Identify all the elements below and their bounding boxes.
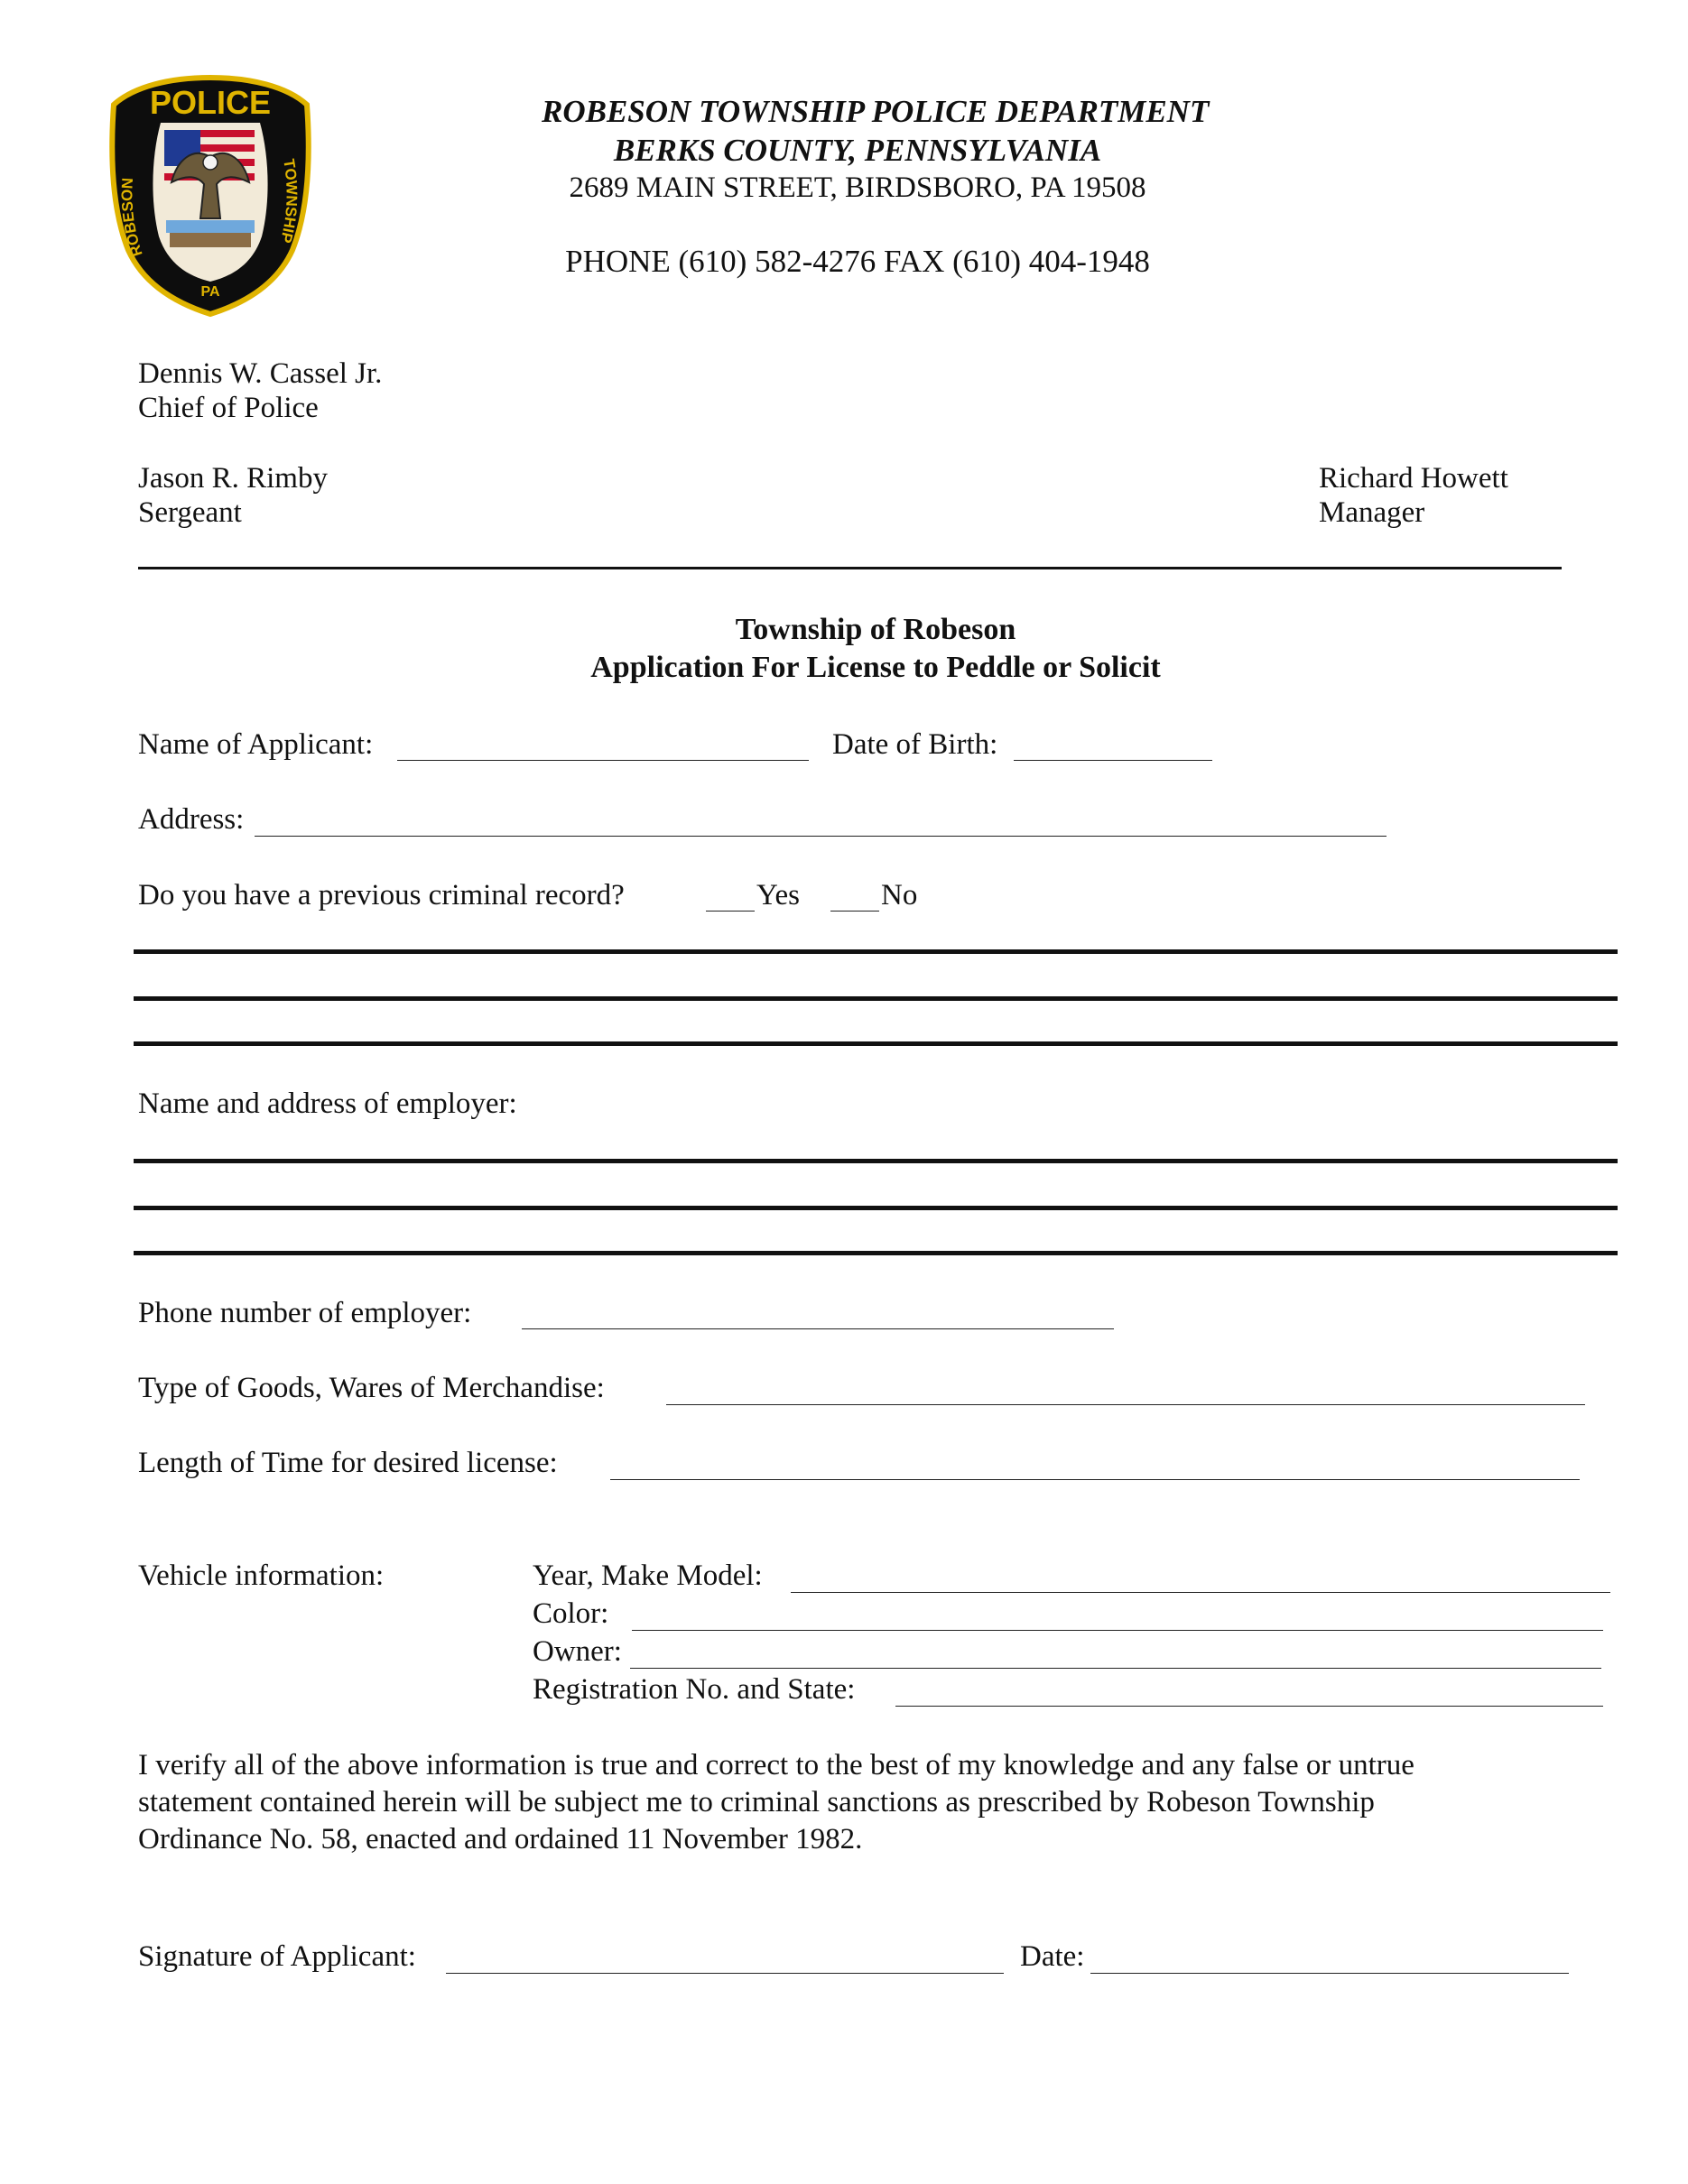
header-divider [138, 567, 1562, 569]
vehicle-owner-label: Owner: [533, 1635, 622, 1668]
address-field[interactable] [255, 836, 1387, 837]
applicant-name-field[interactable] [397, 760, 809, 761]
goods-type-field[interactable] [666, 1404, 1585, 1405]
sergeant-name: Jason R. Rimby [138, 462, 328, 495]
vehicle-color-field[interactable] [632, 1630, 1603, 1631]
address-label: Address: [138, 803, 245, 836]
signature-label: Signature of Applicant: [138, 1940, 416, 1973]
record-details-line-1[interactable] [134, 949, 1618, 954]
criminal-record-no-label: No [881, 879, 918, 912]
employer-line-1[interactable] [134, 1159, 1618, 1163]
form-title: Township of Robeson [735, 613, 1016, 646]
criminal-record-yes-label: Yes [756, 879, 801, 912]
verification-statement-line-2: statement contained herein will be subject me to criminal sanctions as prescribed by Robeson Township [138, 1786, 1375, 1818]
county-name: BERKS COUNTY, PENNSYLVANIA [613, 133, 1102, 168]
svg-text:POLICE: POLICE [149, 84, 272, 121]
record-details-line-2[interactable] [134, 996, 1618, 1001]
criminal-record-no-field[interactable] [830, 911, 879, 912]
vehicle-registration-field[interactable] [895, 1706, 1603, 1707]
verification-statement-line-1: I verify all of the above information is true and correct to the best of my knowledge and any false or untrue [138, 1749, 1414, 1781]
svg-text:PA: PA [200, 284, 220, 300]
employer-phone-field[interactable] [522, 1328, 1114, 1329]
applicant-name-label: Name of Applicant: [138, 728, 374, 761]
employer-label: Name and address of employer: [138, 1087, 517, 1120]
manager-title: Manager [1319, 496, 1425, 529]
employer-line-3[interactable] [134, 1251, 1618, 1255]
vehicle-info-label: Vehicle information: [138, 1559, 385, 1592]
svg-text:TOWNSHIP: TOWNSHIP [276, 157, 301, 245]
chief-name: Dennis W. Cassel Jr. [138, 357, 383, 390]
sergeant-title: Sergeant [138, 496, 242, 529]
police-badge-logo [107, 74, 314, 318]
signature-date-label: Date: [1020, 1940, 1085, 1973]
department-phone-fax: PHONE (610) 582-4276 FAX (610) 404-1948 [565, 244, 1150, 279]
vehicle-year-make-model-label: Year, Make Model: [533, 1559, 763, 1592]
department-address: 2689 MAIN STREET, BIRDSBORO, PA 19508 [569, 171, 1146, 204]
signature-date-field[interactable] [1090, 1973, 1569, 1974]
signature-field[interactable] [446, 1973, 1004, 1974]
vehicle-year-make-model-field[interactable] [791, 1592, 1610, 1593]
criminal-record-label: Do you have a previous criminal record? [138, 879, 625, 912]
dob-field[interactable] [1014, 760, 1212, 761]
manager-name: Richard Howett [1319, 462, 1508, 495]
form-subtitle: Application For License to Peddle or Solicit [590, 651, 1161, 684]
vehicle-registration-label: Registration No. and State: [533, 1673, 856, 1706]
goods-type-label: Type of Goods, Wares of Merchandise: [138, 1372, 605, 1404]
criminal-record-yes-field[interactable] [706, 911, 755, 912]
employer-line-2[interactable] [134, 1206, 1618, 1210]
verification-statement-line-3: Ordinance No. 58, enacted and ordained 11 November 1982. [138, 1823, 863, 1855]
vehicle-owner-field[interactable] [630, 1668, 1601, 1669]
license-length-field[interactable] [610, 1479, 1580, 1480]
department-name: ROBESON TOWNSHIP POLICE DEPARTMENT [542, 94, 1210, 129]
record-details-line-3[interactable] [134, 1041, 1618, 1046]
vehicle-color-label: Color: [533, 1597, 609, 1630]
svg-text:ROBESON: ROBESON [118, 177, 146, 259]
chief-title: Chief of Police [138, 392, 319, 424]
license-length-label: Length of Time for desired license: [138, 1447, 558, 1479]
employer-phone-label: Phone number of employer: [138, 1297, 472, 1329]
dob-label: Date of Birth: [832, 728, 998, 761]
